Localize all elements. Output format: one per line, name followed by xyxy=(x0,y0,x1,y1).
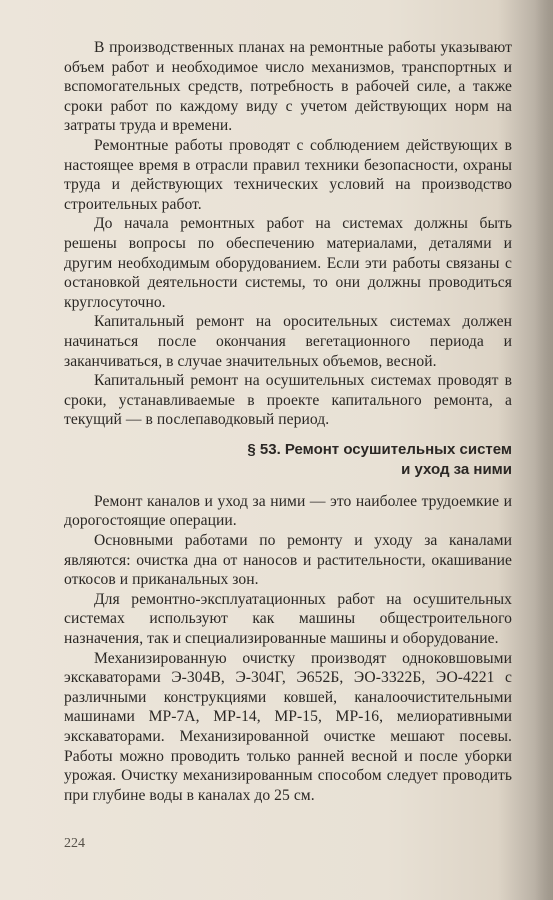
section-heading xyxy=(64,440,512,480)
paragraph-preparation: До начала ремонтных работ на системах должны быть решены вопросы по обеспечению материалами, деталями и другим необходимым оборудованием. Если эти работы связаны с остановкой деятельности системы, то они должны проводиться круглосуточно. xyxy=(64,215,512,311)
page-edge-shadow xyxy=(535,0,553,900)
paragraph-machines: Для ремонтно-эксплуатационных работ на осушительных системах используют как машины общестроительного назначения, так и специализированные машины и оборудование. xyxy=(64,590,512,648)
paragraph-drainage-repair: Капитальный ремонт на осушительных системах проводят в сроки, устанавливаемые в проекте капитального ремонта, а текущий — в послепаводковый период. xyxy=(64,372,512,429)
text-body xyxy=(64,38,512,805)
section-heading-line1: § 53. Ремонт осушительных систем xyxy=(247,440,512,458)
section-heading-line2: и уход за ними xyxy=(401,460,512,478)
paragraph-planning: В производственных планах на ремонтные работы указывают объем работ и необходимое число механизмов, транспортных и вспомогательных средств, потребность в рабочей силе, а также сроки работ по каждому виду с учетом действующих норм на затраты труда и времени. xyxy=(64,39,512,135)
paragraph-canal-repair: Ремонт каналов и уход за ними — это наиболее трудоемкие и дорогостоящие операции. xyxy=(64,492,512,530)
paragraph-irrigation-repair: Капитальный ремонт на оросительных системах должен начинаться после окончания вегетационного периода и заканчиваться, в случае значительных объемов, весной. xyxy=(64,313,512,370)
paragraph-safety: Ремонтные работы проводят с соблюдением действующих в настоящее время в отрасли правил техники безопасности, охраны труда и действующих технических условий на производство строительных работ. xyxy=(64,136,512,213)
page-number: 224 xyxy=(64,836,85,851)
paragraph-main-works: Основными работами по ремонту и уходу за каналами являются: очистка дна от наносов и растительности, окашивание откосов и приканальных зон. xyxy=(64,532,512,589)
paragraph-mechanized-cleaning: Механизированную очистку производят одноковшовыми экскаваторами Э-304В, Э-304Г, Э652Б, ЭО-3322Б, ЭО-4221 с различными конструкциями ковшей, каналоочистительными машинами МР-7А, МР-14, МР-15, МР-16, мелиоративными экскаваторами. Механизированной очистке мешают посевы. Работы можно проводить только ранней весной и после уборки урожая. Очистку механизированным способом следует проводить при глубине воды в каналах до 25 см. xyxy=(64,649,512,804)
